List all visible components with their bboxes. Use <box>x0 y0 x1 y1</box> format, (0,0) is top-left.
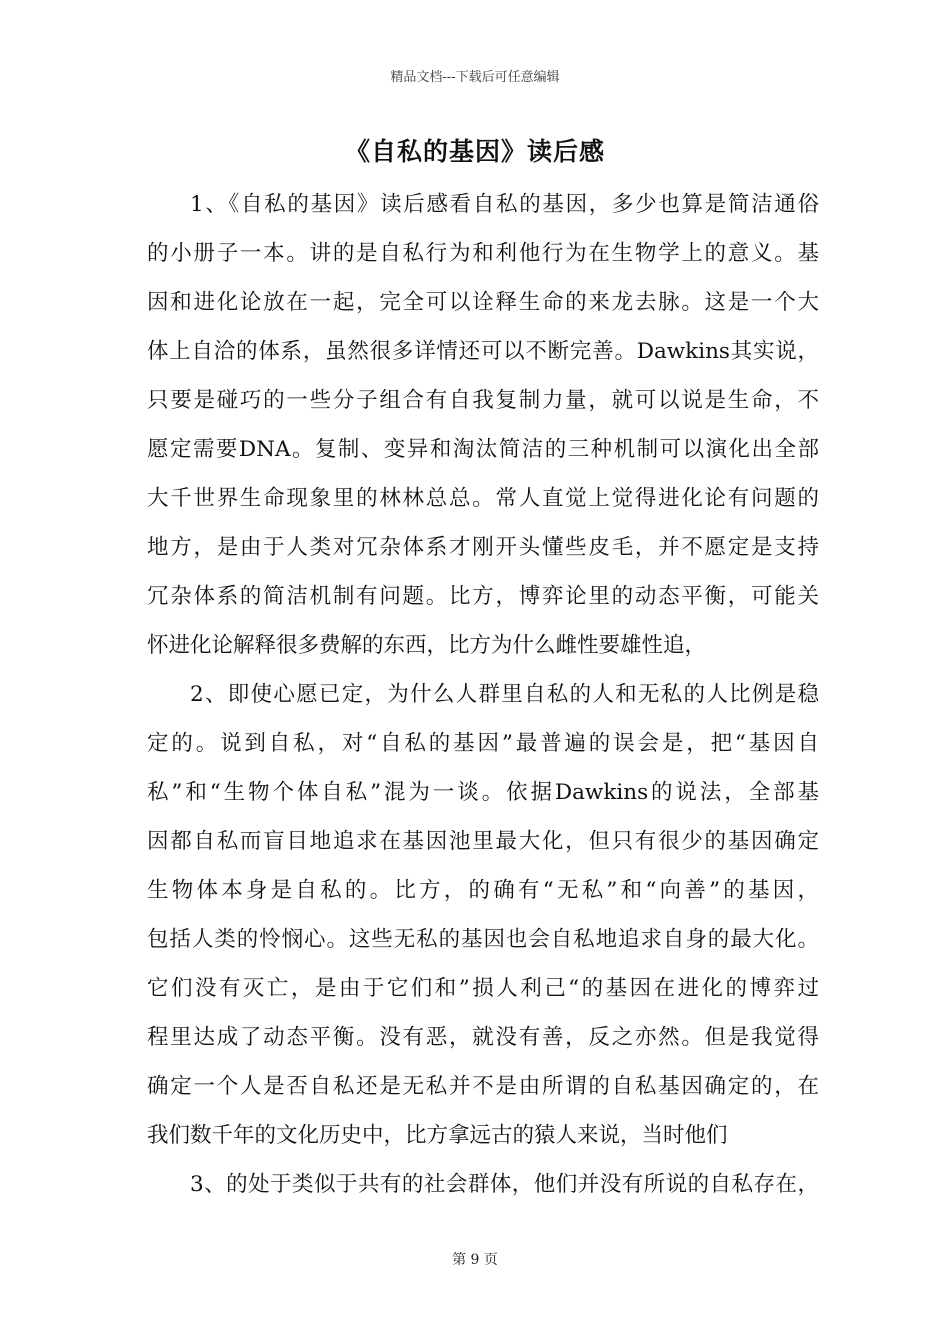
text-line: 它们没有灭亡，是由于它们和”损人利己“的基因在进化的博弈过 <box>147 976 819 1001</box>
text-line: 体上自洽的体系，虽然很多详情还可以不断完善。Dawkins其实说， <box>147 339 819 364</box>
text-line: 包括人类的怜悯心。这些无私的基因也会自私地追求自身的最大化。 <box>147 927 819 952</box>
text-line: 3、的处于类似于共有的社会群体，他们并没有所说的自私存在， <box>190 1172 819 1197</box>
text-line: 只要是碰巧的一些分子组合有自我复制力量，就可以说是生命，不 <box>147 388 819 413</box>
text-line: 的小册子一本。讲的是自私行为和利他行为在生物学上的意义。基 <box>147 241 819 266</box>
text-line: 定的。说到自私，对“自私的基因”最普遍的误会是，把“基因自 <box>147 731 819 756</box>
text-line: 私”和“生物个体自私”混为一谈。依据Dawkins的说法，全部基 <box>147 780 819 805</box>
text-line: 地方，是由于人类对冗杂体系才刚开头懂些皮毛，并不愿定是支持 <box>147 535 819 560</box>
text-line: 1、《自私的基因》读后感看自私的基因，多少也算是简洁通俗 <box>190 192 819 217</box>
text-line: 因都自私而盲目地追求在基因池里最大化，但只有很少的基因确定 <box>147 829 819 854</box>
text-line: 怀进化论解释很多费解的东西，比方为什么雌性要雄性追， <box>147 633 707 658</box>
text-line: 因和进化论放在一起，完全可以诠释生命的来龙去脉。这是一个大 <box>147 290 819 315</box>
page-footer: 第 9 页 <box>452 1252 498 1268</box>
text-line: 程里达成了动态平衡。没有恶，就没有善，反之亦然。但是我觉得 <box>147 1025 819 1050</box>
text-line: 冗杂体系的简洁机制有问题。比方，博弈论里的动态平衡，可能关 <box>147 584 819 609</box>
text-line: 2、即使心愿已定，为什么人群里自私的人和无私的人比例是稳 <box>190 682 819 707</box>
text-line: 生物体本身是自私的。比方，的确有“无私”和“向善”的基因， <box>147 878 819 903</box>
document-body <box>147 180 819 1209</box>
document-title: 《自私的基因》读后感 <box>344 137 605 166</box>
text-line: 确定一个人是否自私还是无私并不是由所谓的自私基因确定的，在 <box>147 1074 819 1099</box>
text-line: 我们数千年的文化历史中，比方拿远古的猿人来说，当时他们 <box>147 1123 728 1148</box>
text-line: 愿定需要DNA。复制、变异和淘汰简洁的三种机制可以演化出全部 <box>147 437 819 462</box>
page-header: 精品文档---下载后可任意编辑 <box>390 70 560 85</box>
text-line: 大千世界生命现象里的林林总总。常人直觉上觉得进化论有问题的 <box>147 486 819 511</box>
